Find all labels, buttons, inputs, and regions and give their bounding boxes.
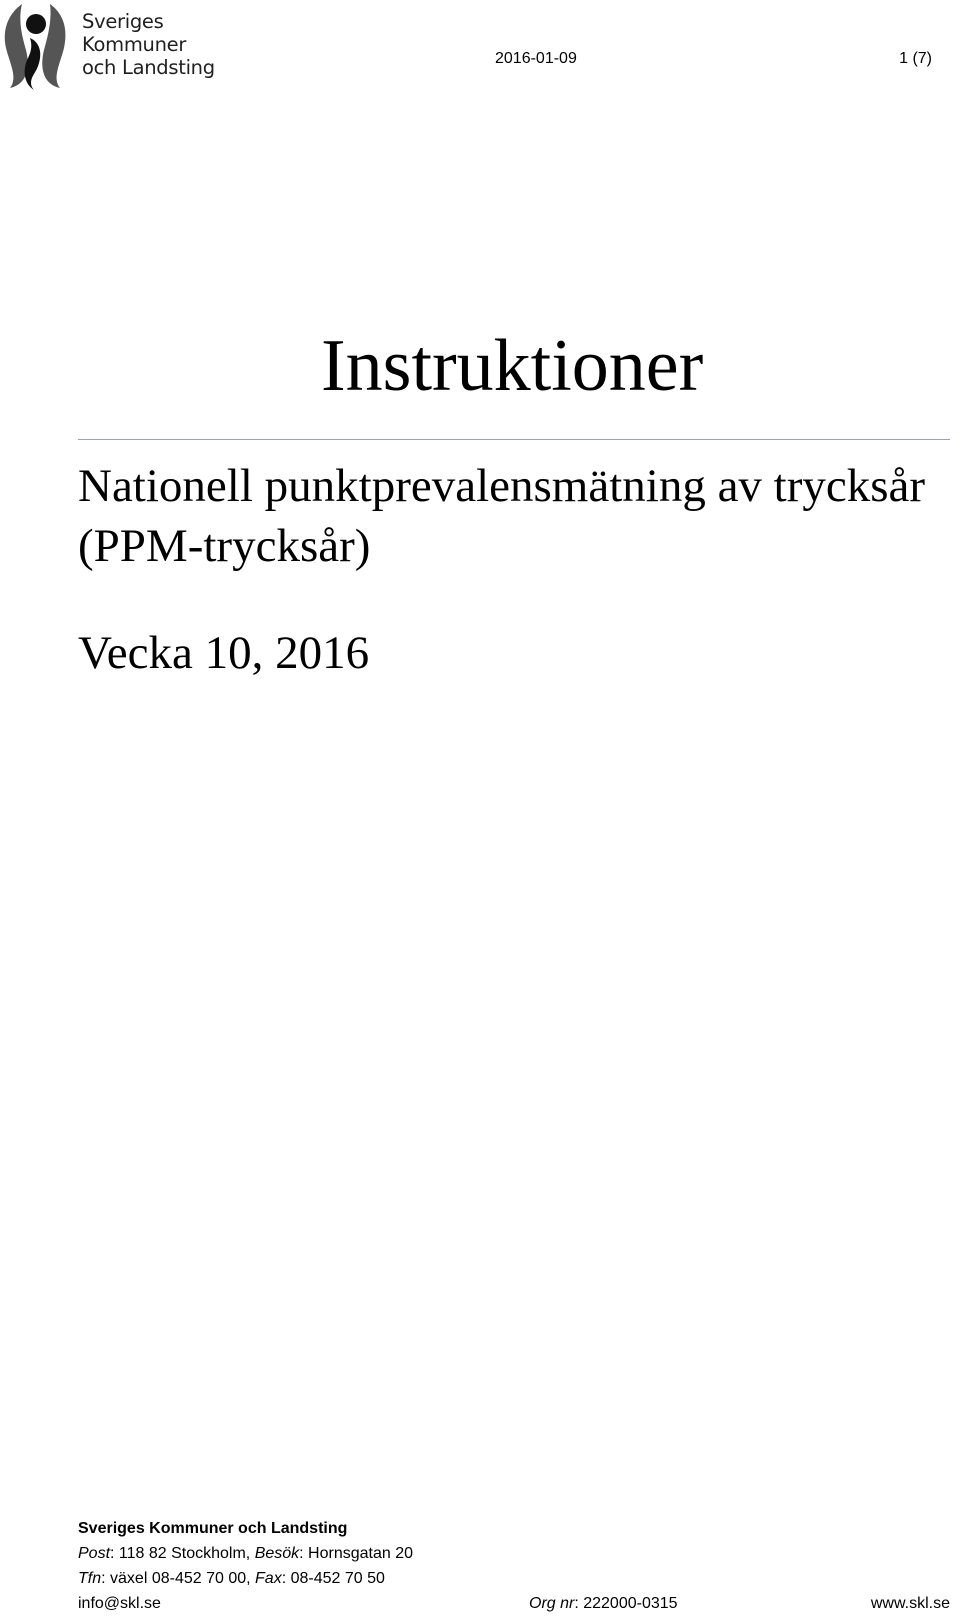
footer-address-line: [78, 1541, 950, 1566]
page-number: 1 (7): [899, 50, 932, 67]
footer-org-name: Sveriges Kommuner och Landsting: [78, 1520, 348, 1537]
document-title: Instruktioner: [321, 325, 704, 407]
footer: [78, 1516, 950, 1616]
visit-value: : Hornsgatan 20: [299, 1545, 414, 1562]
footer-org-number: [529, 1591, 678, 1616]
logo-wordmark: [82, 10, 215, 79]
fax-value: : 08-452 70 50: [281, 1570, 385, 1587]
footer-email-link[interactable]: info@skl.se: [78, 1595, 161, 1612]
visit-label: Besök: [254, 1545, 300, 1562]
fax-label: Fax: [255, 1570, 282, 1587]
footer-contact-line: [78, 1591, 950, 1616]
phone-label: Tfn: [78, 1570, 102, 1587]
orgnr-label: Org nr: [529, 1595, 575, 1612]
logo-line-1: Sveriges: [82, 10, 164, 33]
footer-phone-line: [78, 1566, 950, 1591]
title-divider: [78, 439, 950, 440]
week-label: Vecka 10, 2016: [78, 627, 370, 679]
post-value: : 118 82 Stockholm,: [110, 1545, 255, 1562]
footer-website-link[interactable]: www.skl.se: [870, 1595, 950, 1612]
post-label: Post: [78, 1545, 111, 1562]
orgnr-value: : 222000-0315: [574, 1595, 678, 1612]
phone-value: : växel 08-452 70 00,: [101, 1570, 256, 1587]
logo-line-2: Kommuner: [82, 33, 187, 56]
skl-logo: [0, 0, 230, 92]
document-subtitle: Nationell punktprevalensmätning av trycksår (PPM-trycksår): [78, 460, 926, 572]
document-date: 2016-01-09: [495, 50, 577, 67]
logo-line-3: och Landsting: [82, 56, 215, 79]
skl-emblem-icon: [0, 0, 72, 92]
